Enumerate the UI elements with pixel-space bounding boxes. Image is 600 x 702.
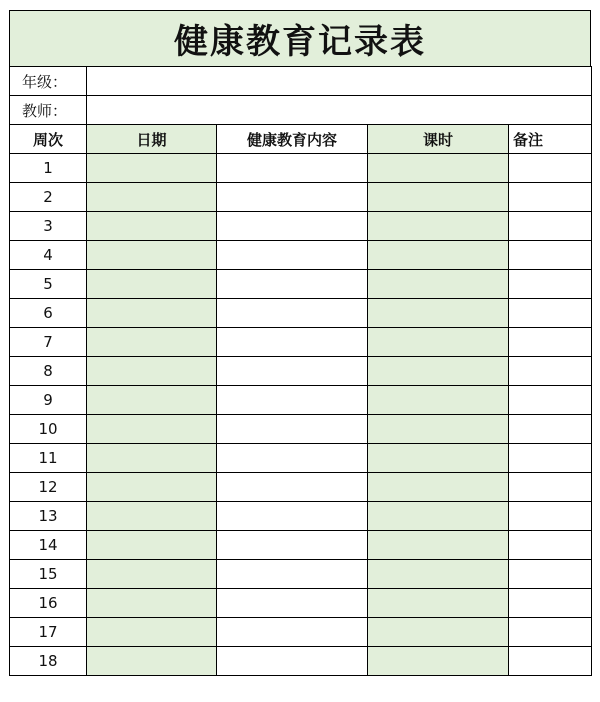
- date-cell[interactable]: [87, 647, 217, 676]
- week-number: 7: [10, 328, 87, 357]
- week-number: 4: [10, 241, 87, 270]
- week-number: 18: [10, 647, 87, 676]
- week-number: 12: [10, 473, 87, 502]
- notes-cell[interactable]: [509, 386, 592, 415]
- content-cell[interactable]: [217, 241, 368, 270]
- hours-cell[interactable]: [368, 647, 509, 676]
- notes-cell[interactable]: [509, 241, 592, 270]
- date-cell[interactable]: [87, 473, 217, 502]
- table-row: [10, 618, 592, 647]
- notes-cell[interactable]: [509, 212, 592, 241]
- notes-cell[interactable]: [509, 444, 592, 473]
- content-cell[interactable]: [217, 183, 368, 212]
- date-cell[interactable]: [87, 241, 217, 270]
- table-row: [10, 473, 592, 502]
- notes-cell[interactable]: [509, 183, 592, 212]
- date-cell[interactable]: [87, 589, 217, 618]
- header-hours: 课时: [368, 125, 509, 154]
- date-cell[interactable]: [87, 386, 217, 415]
- hours-cell[interactable]: [368, 502, 509, 531]
- week-number: 9: [10, 386, 87, 415]
- grade-label: 年级：: [10, 67, 87, 96]
- date-cell[interactable]: [87, 154, 217, 183]
- hours-cell[interactable]: [368, 618, 509, 647]
- header-date: 日期: [87, 125, 217, 154]
- date-cell[interactable]: [87, 618, 217, 647]
- week-number: 6: [10, 299, 87, 328]
- week-number: 13: [10, 502, 87, 531]
- grade-row: [10, 67, 592, 96]
- table-row: [10, 299, 592, 328]
- notes-cell[interactable]: [509, 647, 592, 676]
- content-cell[interactable]: [217, 502, 368, 531]
- date-cell[interactable]: [87, 444, 217, 473]
- table-row: [10, 212, 592, 241]
- table-row: [10, 270, 592, 299]
- hours-cell[interactable]: [368, 473, 509, 502]
- week-number: 1: [10, 154, 87, 183]
- record-sheet: [9, 10, 591, 676]
- hours-cell[interactable]: [368, 531, 509, 560]
- content-cell[interactable]: [217, 589, 368, 618]
- hours-cell[interactable]: [368, 589, 509, 618]
- table-row: [10, 589, 592, 618]
- header-row: [10, 125, 592, 154]
- table-row: [10, 647, 592, 676]
- notes-cell[interactable]: [509, 328, 592, 357]
- notes-cell[interactable]: [509, 154, 592, 183]
- record-table: [9, 66, 592, 676]
- content-cell[interactable]: [217, 328, 368, 357]
- notes-cell[interactable]: [509, 531, 592, 560]
- hours-cell[interactable]: [368, 560, 509, 589]
- table-row: [10, 560, 592, 589]
- notes-cell[interactable]: [509, 299, 592, 328]
- content-cell[interactable]: [217, 357, 368, 386]
- week-number: 2: [10, 183, 87, 212]
- table-row: [10, 415, 592, 444]
- header-week: 周次: [10, 125, 87, 154]
- week-number: 14: [10, 531, 87, 560]
- hours-cell[interactable]: [368, 299, 509, 328]
- date-cell[interactable]: [87, 270, 217, 299]
- table-row: [10, 444, 592, 473]
- teacher-row: [10, 96, 592, 125]
- date-cell[interactable]: [87, 502, 217, 531]
- week-number: 8: [10, 357, 87, 386]
- week-number: 17: [10, 618, 87, 647]
- hours-cell[interactable]: [368, 212, 509, 241]
- teacher-value-cell[interactable]: [87, 96, 592, 125]
- hours-cell[interactable]: [368, 386, 509, 415]
- week-number: 3: [10, 212, 87, 241]
- header-content: 健康教育内容: [217, 125, 368, 154]
- notes-cell[interactable]: [509, 560, 592, 589]
- hours-cell[interactable]: [368, 328, 509, 357]
- hours-cell[interactable]: [368, 357, 509, 386]
- table-row: [10, 154, 592, 183]
- content-cell[interactable]: [217, 299, 368, 328]
- hours-cell[interactable]: [368, 183, 509, 212]
- content-cell[interactable]: [217, 531, 368, 560]
- date-cell[interactable]: [87, 357, 217, 386]
- week-number: 10: [10, 415, 87, 444]
- week-number: 15: [10, 560, 87, 589]
- header-notes: 备注: [509, 125, 592, 154]
- notes-cell[interactable]: [509, 589, 592, 618]
- content-cell[interactable]: [217, 386, 368, 415]
- date-cell[interactable]: [87, 299, 217, 328]
- date-cell[interactable]: [87, 183, 217, 212]
- content-cell[interactable]: [217, 473, 368, 502]
- week-number: 5: [10, 270, 87, 299]
- hours-cell[interactable]: [368, 270, 509, 299]
- notes-cell[interactable]: [509, 415, 592, 444]
- hours-cell[interactable]: [368, 154, 509, 183]
- teacher-label: 教师：: [10, 96, 87, 125]
- table-row: [10, 502, 592, 531]
- table-row: [10, 328, 592, 357]
- date-cell[interactable]: [87, 560, 217, 589]
- content-cell[interactable]: [217, 560, 368, 589]
- content-cell[interactable]: [217, 647, 368, 676]
- notes-cell[interactable]: [509, 473, 592, 502]
- week-number: 11: [10, 444, 87, 473]
- content-cell[interactable]: [217, 212, 368, 241]
- hours-cell[interactable]: [368, 415, 509, 444]
- table-row: [10, 183, 592, 212]
- page-title: 健康教育记录表: [174, 22, 426, 62]
- notes-cell[interactable]: [509, 618, 592, 647]
- date-cell[interactable]: [87, 531, 217, 560]
- notes-cell[interactable]: [509, 357, 592, 386]
- table-row: [10, 531, 592, 560]
- week-number: 16: [10, 589, 87, 618]
- content-cell[interactable]: [217, 415, 368, 444]
- date-cell[interactable]: [87, 328, 217, 357]
- date-cell[interactable]: [87, 415, 217, 444]
- table-row: [10, 357, 592, 386]
- content-cell[interactable]: [217, 270, 368, 299]
- table-row: [10, 386, 592, 415]
- notes-cell[interactable]: [509, 502, 592, 531]
- grade-value-cell[interactable]: [87, 67, 592, 96]
- content-cell[interactable]: [217, 618, 368, 647]
- content-cell[interactable]: [217, 444, 368, 473]
- content-cell[interactable]: [217, 154, 368, 183]
- hours-cell[interactable]: [368, 241, 509, 270]
- date-cell[interactable]: [87, 212, 217, 241]
- table-row: [10, 241, 592, 270]
- notes-cell[interactable]: [509, 270, 592, 299]
- title-bar: [9, 10, 591, 66]
- hours-cell[interactable]: [368, 444, 509, 473]
